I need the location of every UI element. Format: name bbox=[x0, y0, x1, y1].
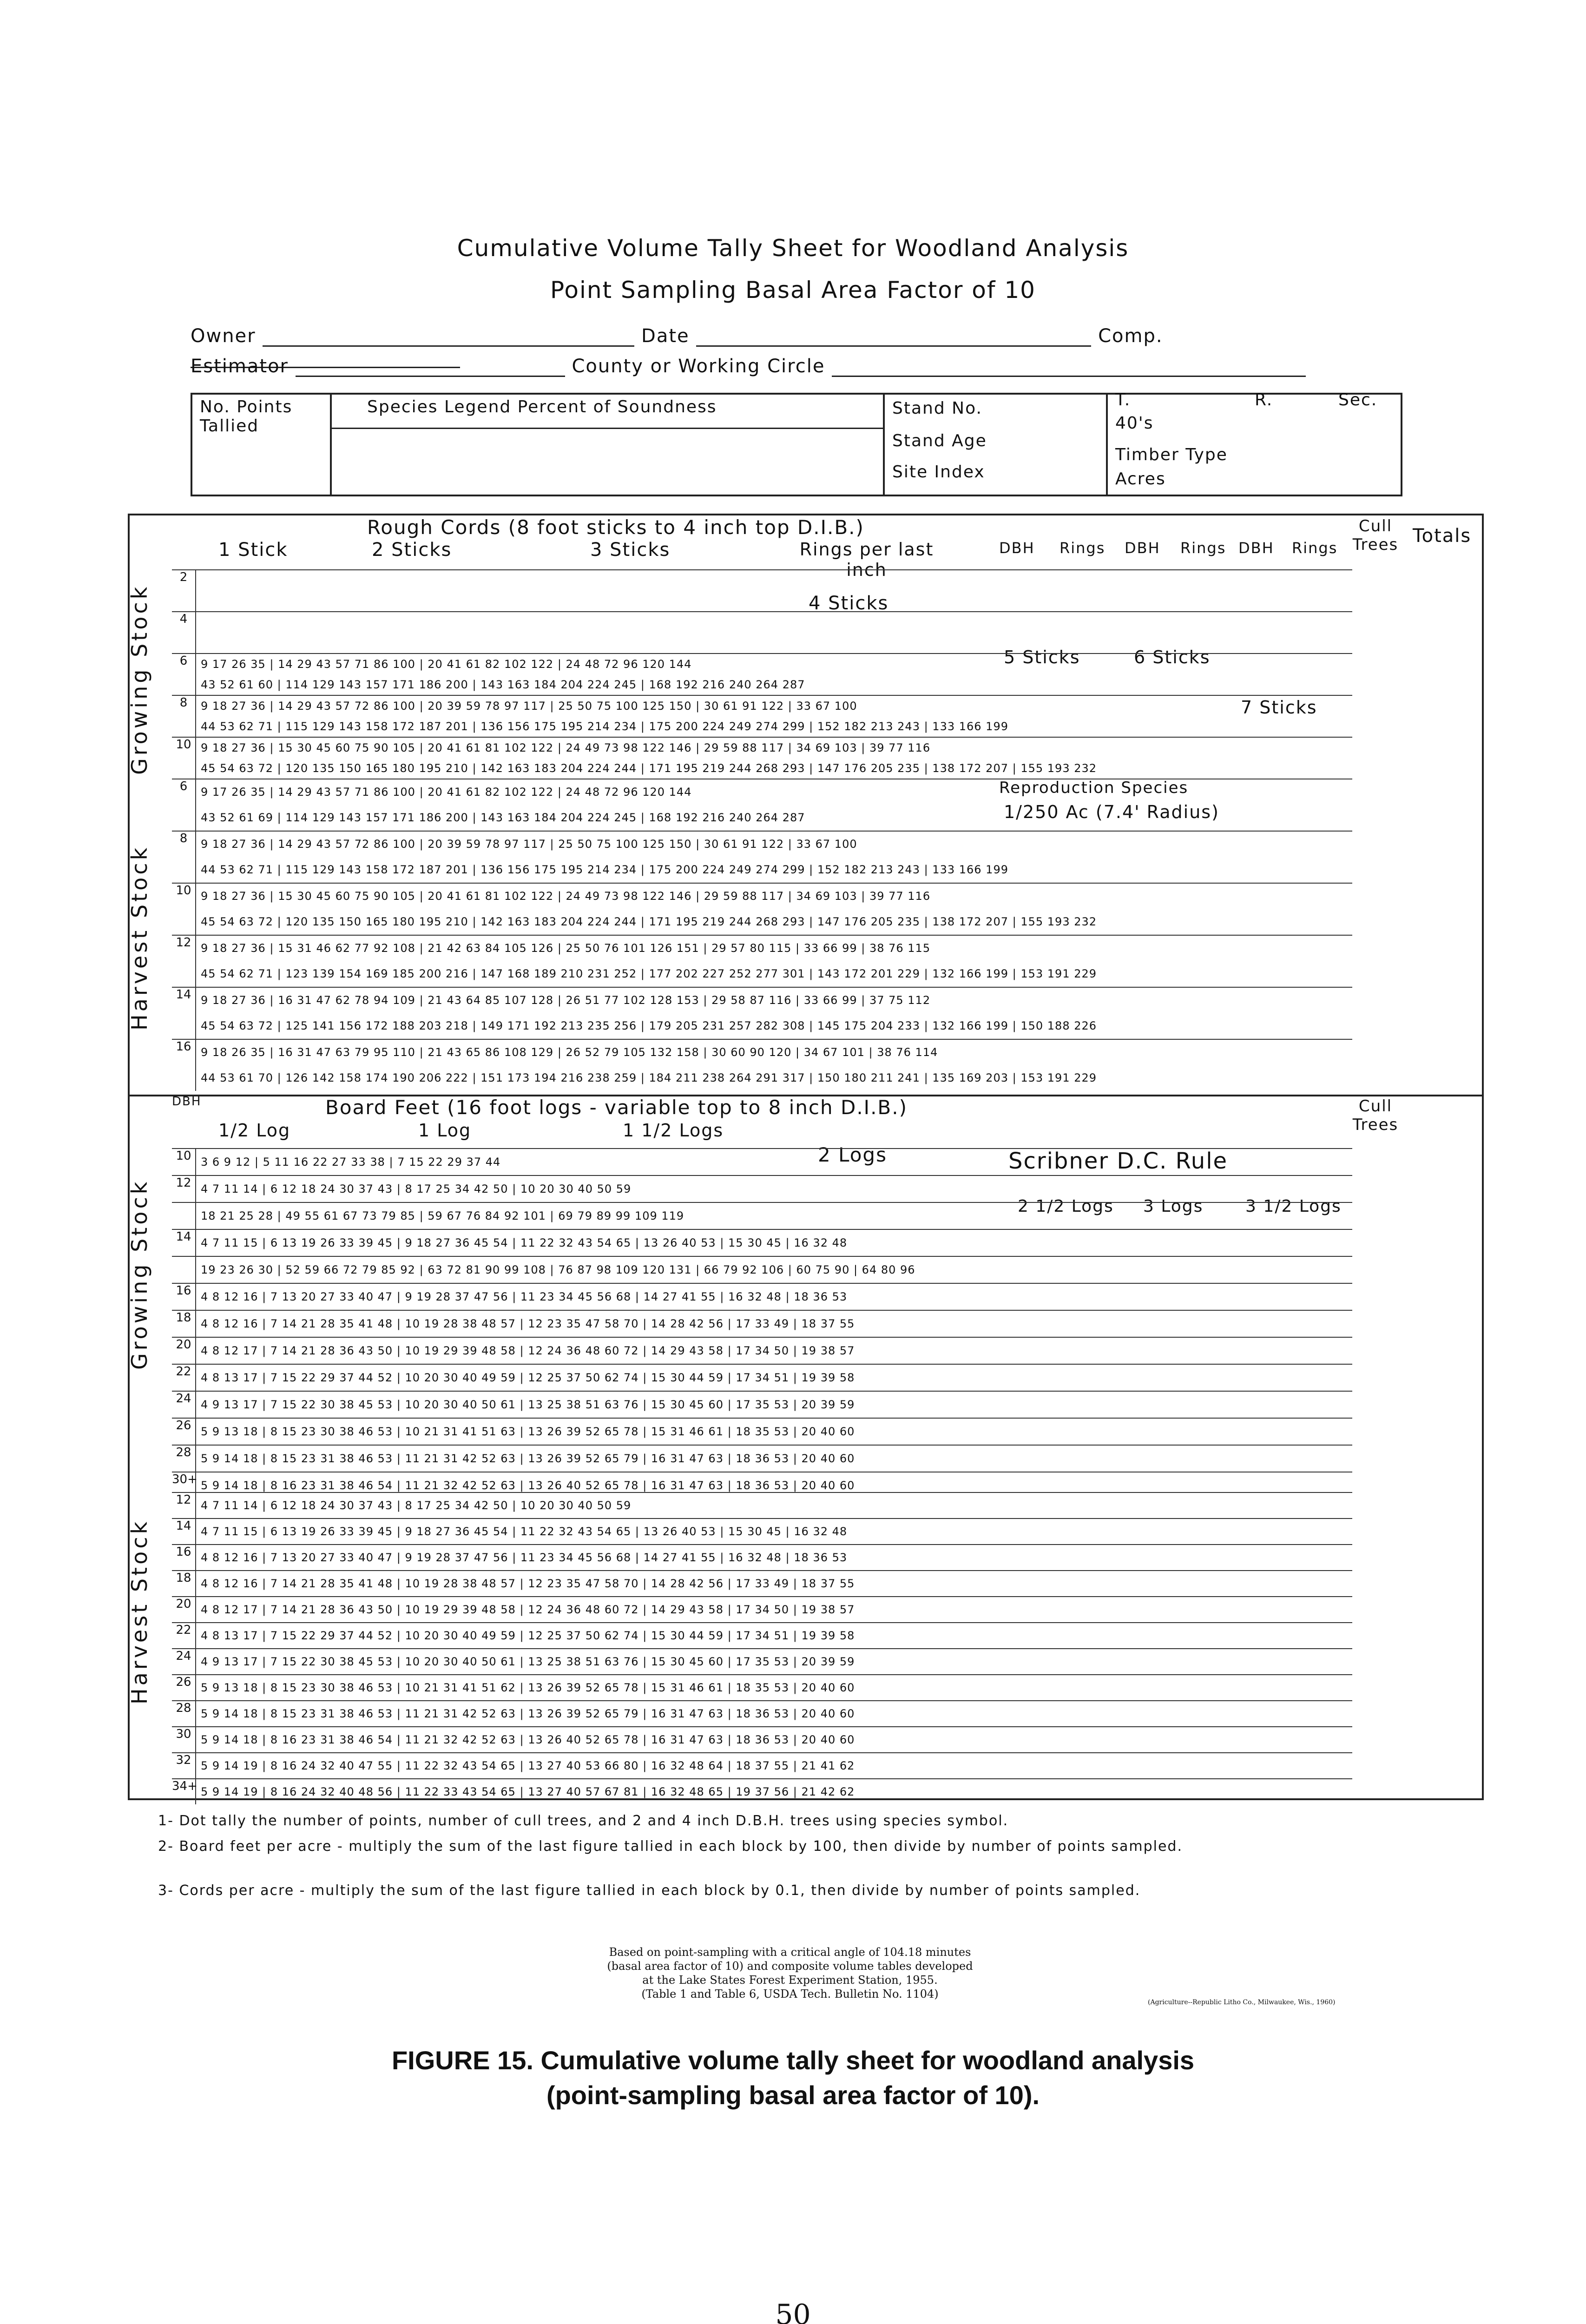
dbh-cell: 28 bbox=[172, 1701, 196, 1726]
dbh-cell: 22 bbox=[172, 1365, 196, 1391]
tally-row bbox=[172, 695, 1352, 737]
tally-row bbox=[172, 1674, 1352, 1700]
stand-age-label: Stand Age bbox=[892, 431, 987, 450]
tally-values: 9 18 27 36 | 14 29 43 57 72 86 100 | 20 39 59 78 97 117 | 25 50 75 100 125 150 | 30 61 91 122 | 33 67 100 bbox=[201, 700, 857, 713]
dbh-cell: 16 bbox=[172, 1545, 196, 1570]
tally-values: 43 52 61 60 | 114 129 143 157 171 186 200 | 143 163 184 204 224 245 | 168 192 216 240 264 287 bbox=[201, 678, 805, 691]
tally-row bbox=[172, 1700, 1352, 1726]
tally-row bbox=[172, 1518, 1352, 1544]
dbh-cell: 18 bbox=[172, 1311, 196, 1337]
tally-values: 45 54 62 71 | 123 139 154 169 185 200 216 | 147 168 189 210 231 252 | 177 202 227 252 277 301 | 143 172 201 229 | 132 166 199 | 153 191 229 bbox=[201, 967, 1097, 980]
tally-values: 5 9 14 18 | 8 15 23 31 38 46 53 | 11 21 31 42 52 63 | 13 26 39 52 65 79 | 16 31 47 63 | 18 36 53 | 20 40 60 bbox=[201, 1452, 855, 1465]
tally-row bbox=[172, 1778, 1352, 1804]
points-tallied-label: No. Points Tallied bbox=[200, 397, 293, 436]
sheet-title: Cumulative Volume Tally Sheet for Woodland Analysis bbox=[457, 235, 1129, 262]
dbh-cell: 24 bbox=[172, 1649, 196, 1674]
tally-values: 4 8 12 17 | 7 14 21 28 36 43 50 | 10 19 29 39 48 58 | 12 24 36 48 60 72 | 14 29 43 58 | 17 34 50 | 19 38 57 bbox=[201, 1603, 855, 1616]
tally-row bbox=[172, 1148, 1352, 1175]
growing-stock-label-cords: Growing Stock bbox=[127, 584, 152, 775]
dbh-cell: 26 bbox=[172, 1675, 196, 1700]
dbh-header-2: DBH bbox=[1125, 539, 1160, 557]
note-3: 3- Cords per acre - multiply the sum of the last figure tallied in each block by 0.1, then divide by number of points sampled. bbox=[158, 1882, 1141, 1899]
tally-row bbox=[172, 1622, 1352, 1648]
dbh-cell: 8 bbox=[172, 696, 196, 737]
tally-row bbox=[172, 987, 1352, 1039]
tally-values: 9 17 26 35 | 14 29 43 57 71 86 100 | 20 41 61 82 102 122 | 24 48 72 96 120 144 bbox=[201, 658, 692, 671]
one-half-logs-header: 1 1/2 Logs bbox=[623, 1120, 724, 1141]
tally-values: 45 54 63 72 | 125 141 156 172 188 203 218 | 149 171 192 213 235 256 | 179 205 231 257 282 308 | 145 175 204 233 | 132 166 199 | 150 188 226 bbox=[201, 1019, 1097, 1032]
owner-label: Owner bbox=[191, 325, 256, 347]
tally-values: 44 53 62 71 | 115 129 143 158 172 187 201 | 136 156 175 195 214 234 | 175 200 224 249 274 299 | 152 182 213 243 | 133 166 199 bbox=[201, 720, 1008, 733]
species-legend-label: Species Legend Percent of Soundness bbox=[367, 397, 717, 416]
estimator-label: Estimator bbox=[191, 356, 289, 377]
three-logs-header: 3 Logs bbox=[1143, 1197, 1204, 1216]
tally-row bbox=[172, 611, 1352, 653]
tally-values: 5 9 13 18 | 8 15 23 30 38 46 53 | 10 21 31 41 51 62 | 13 26 39 52 65 78 | 15 31 46 61 | 18 35 53 | 20 40 60 bbox=[201, 1681, 855, 1694]
dbh-cell: 24 bbox=[172, 1392, 196, 1418]
board-growing-rows bbox=[172, 1148, 1352, 1499]
two-sticks-header: 2 Sticks bbox=[372, 539, 452, 561]
sheet-subtitle: Point Sampling Basal Area Factor of 10 bbox=[550, 277, 1036, 304]
tally-row bbox=[172, 1175, 1352, 1202]
dbh-cell: 18 bbox=[172, 1571, 196, 1596]
note-2: 2- Board feet per acre - multiply the sum of the last figure tallied in each block by 100, then divide by number of points sampled. bbox=[158, 1838, 1183, 1855]
board-harvest-rows bbox=[172, 1492, 1352, 1804]
dbh-cell: 14 bbox=[172, 1230, 196, 1256]
tally-row bbox=[172, 883, 1352, 935]
dbh-cell: 16 bbox=[172, 1284, 196, 1310]
tally-values: 5 9 14 18 | 8 15 23 31 38 46 53 | 11 21 31 42 52 63 | 13 26 39 52 65 79 | 16 31 47 63 | 18 36 53 | 20 40 60 bbox=[201, 1707, 855, 1720]
tally-values: 9 18 27 36 | 14 29 43 57 72 86 100 | 20 39 59 78 97 117 | 25 50 75 100 125 150 | 30 61 91 122 | 33 67 100 bbox=[201, 838, 857, 851]
estimator-county-row bbox=[191, 356, 1399, 377]
tally-values: 4 8 13 17 | 7 15 22 29 37 44 52 | 10 20 30 40 49 59 | 12 25 37 50 62 74 | 15 30 44 59 | 17 34 51 | 19 39 58 bbox=[201, 1629, 855, 1642]
dbh-cell: 14 bbox=[172, 1519, 196, 1544]
figure-caption-2: (point-sampling basal area factor of 10). bbox=[546, 2080, 1040, 2110]
figure-caption-1: FIGURE 15. Cumulative volume tally sheet for woodland analysis bbox=[391, 2046, 1195, 2075]
dbh-cell: 14 bbox=[172, 988, 196, 1039]
rings-per-inch-header: Rings per last inch bbox=[799, 539, 934, 580]
tally-values: 45 54 63 72 | 120 135 150 165 180 195 210 | 142 163 183 204 224 244 | 171 195 219 244 268 293 | 147 176 205 235 | 138 172 207 | 155 193 232 bbox=[201, 762, 1097, 775]
dbh-cell: 20 bbox=[172, 1597, 196, 1622]
tally-row bbox=[172, 1310, 1352, 1337]
tally-row bbox=[172, 1337, 1352, 1364]
tally-values: 4 8 12 16 | 7 13 20 27 33 40 47 | 9 19 28 37 47 56 | 11 23 34 45 56 68 | 14 27 41 55 | 16 32 48 | 18 36 53 bbox=[201, 1551, 848, 1564]
dbh-cell: 10 bbox=[172, 1149, 196, 1175]
page-number: 50 bbox=[775, 2298, 811, 2324]
board-feet-heading: Board Feet (16 foot logs - variable top to 8 inch D.I.B.) bbox=[325, 1096, 908, 1119]
tally-values: 9 18 27 36 | 15 31 46 62 77 92 108 | 21 42 63 84 105 126 | 25 50 76 101 126 151 | 29 57 80 115 | 33 66 99 | 38 76 115 bbox=[201, 942, 931, 955]
dbh-cell: 6 bbox=[172, 654, 196, 695]
tally-row bbox=[172, 935, 1352, 987]
tally-row bbox=[172, 1570, 1352, 1596]
dbh-cell: 12 bbox=[172, 1176, 196, 1202]
comp-label: Comp. bbox=[1098, 325, 1163, 347]
dbh-cell: 32 bbox=[172, 1753, 196, 1778]
tally-values: 4 9 13 17 | 7 15 22 30 38 45 53 | 10 20 30 40 50 61 | 13 25 38 51 63 76 | 15 30 45 60 | 17 35 53 | 20 39 59 bbox=[201, 1655, 855, 1668]
tally-values: 4 8 12 16 | 7 14 21 28 35 41 48 | 10 19 28 38 48 57 | 12 23 35 47 58 70 | 14 28 42 56 | 17 33 49 | 18 37 55 bbox=[201, 1317, 855, 1330]
tally-row bbox=[172, 779, 1352, 831]
dbh-cell: 34+ bbox=[172, 1779, 196, 1804]
dbh-cell: 10 bbox=[172, 884, 196, 935]
range-label: R. bbox=[1255, 390, 1273, 409]
forties-label: 40's bbox=[1115, 414, 1154, 433]
tally-row bbox=[172, 1283, 1352, 1310]
county-label: County or Working Circle bbox=[572, 356, 825, 377]
section-label: Sec. bbox=[1338, 390, 1378, 409]
dbh-cell: 20 bbox=[172, 1338, 196, 1364]
tally-row bbox=[172, 569, 1352, 611]
note-1: 1- Dot tally the number of points, number of cull trees, and 2 and 4 inch D.B.H. trees using species symbol. bbox=[158, 1813, 1009, 1829]
stand-no-label: Stand No. bbox=[892, 399, 982, 418]
tally-row bbox=[172, 1418, 1352, 1445]
half-log-header: 1/2 Log bbox=[218, 1120, 291, 1141]
board-dbh-header: DBH bbox=[172, 1095, 202, 1109]
rough-cords-heading: Rough Cords (8 foot sticks to 4 inch top D.I.B.) bbox=[367, 516, 864, 539]
tally-values: 9 18 27 36 | 15 30 45 60 75 90 105 | 20 41 61 81 102 122 | 24 49 73 98 122 146 | 29 59 88 117 | 34 69 103 | 39 77 116 bbox=[201, 890, 931, 903]
cords-growing-rows bbox=[172, 569, 1352, 779]
two-logs-header: 2 Logs bbox=[818, 1143, 887, 1166]
tally-row bbox=[172, 1039, 1352, 1091]
tally-values: 4 7 11 14 | 6 12 18 24 30 37 43 | 8 17 25 34 42 50 | 10 20 30 40 50 59 bbox=[201, 1182, 632, 1195]
estimator-field[interactable] bbox=[296, 357, 565, 377]
tally-values: 5 9 14 19 | 8 16 24 32 40 48 56 | 11 22 33 43 54 65 | 13 27 40 57 67 81 | 16 32 48 65 | 19 37 56 | 21 42 62 bbox=[201, 1785, 855, 1798]
tally-values: 4 7 11 15 | 6 13 19 26 33 39 45 | 9 18 27 36 45 54 | 11 22 32 43 54 65 | 13 26 40 53 | 15 30 45 | 16 32 48 bbox=[201, 1236, 848, 1249]
dbh-cell: 30+ bbox=[172, 1472, 196, 1499]
tally-row bbox=[172, 737, 1352, 779]
source-line-3: at the Lake States Forest Experiment Station, 1955. bbox=[642, 1974, 938, 1987]
source-line-2: (basal area factor of 10) and composite volume tables developed bbox=[607, 1960, 973, 1973]
scribner-rule-header: Scribner D.C. Rule bbox=[1008, 1148, 1228, 1174]
site-index-label: Site Index bbox=[892, 462, 985, 482]
three-sticks-header: 3 Sticks bbox=[590, 539, 671, 561]
dbh-cell: 12 bbox=[172, 1493, 196, 1518]
seven-sticks-header: 7 Sticks bbox=[1241, 697, 1317, 718]
tally-values: 9 18 27 36 | 16 31 47 62 78 94 109 | 21 43 64 85 107 128 | 26 51 77 102 128 153 | 29 58 87 116 | 33 66 99 | 37 75 112 bbox=[201, 994, 931, 1007]
tally-values: 4 8 12 17 | 7 14 21 28 36 43 50 | 10 19 29 39 48 58 | 12 24 36 48 60 72 | 14 29 43 58 | 17 34 50 | 19 38 57 bbox=[201, 1344, 855, 1357]
dbh-header-3: DBH bbox=[1238, 539, 1274, 557]
tally-row bbox=[172, 1391, 1352, 1418]
tally-row bbox=[172, 1596, 1352, 1622]
one-log-header: 1 Log bbox=[418, 1120, 472, 1141]
tally-row bbox=[172, 1648, 1352, 1674]
dbh-cell: 28 bbox=[172, 1446, 196, 1472]
harvest-stock-label-cords: Harvest Stock bbox=[127, 845, 152, 1030]
tally-row bbox=[172, 831, 1352, 883]
dbh-header-1: DBH bbox=[999, 539, 1035, 557]
dbh-cell: 6 bbox=[172, 779, 196, 831]
dbh-cell: 30 bbox=[172, 1727, 196, 1752]
five-sticks-header: 5 Sticks bbox=[1004, 647, 1080, 667]
tally-values: 43 52 61 69 | 114 129 143 157 171 186 200 | 143 163 184 204 224 245 | 168 192 216 240 264 287 bbox=[201, 811, 805, 824]
tally-row bbox=[172, 1752, 1352, 1778]
rings-header-1: Rings bbox=[1060, 539, 1106, 557]
tally-values: 9 17 26 35 | 14 29 43 57 71 86 100 | 20 41 61 82 102 122 | 24 48 72 96 120 144 bbox=[201, 786, 692, 799]
dbh-cell: 8 bbox=[172, 832, 196, 883]
dbh-cell: 2 bbox=[172, 570, 196, 611]
tally-values: 4 8 12 16 | 7 13 20 27 33 40 47 | 9 19 28 37 47 56 | 11 23 34 45 56 68 | 14 27 41 55 | 16 32 48 | 18 36 53 bbox=[201, 1290, 848, 1303]
acres-label: Acres bbox=[1115, 469, 1166, 489]
tally-row bbox=[172, 1492, 1352, 1518]
tally-values: 4 9 13 17 | 7 15 22 30 38 45 53 | 10 20 30 40 50 61 | 13 25 38 51 63 76 | 15 30 45 60 | 17 35 53 | 20 39 59 bbox=[201, 1398, 855, 1411]
tally-values: 5 9 14 18 | 8 16 23 31 38 46 54 | 11 21 32 42 52 63 | 13 26 40 52 65 78 | 16 31 47 63 | 18 36 53 | 20 40 60 bbox=[201, 1479, 855, 1492]
tally-values: 3 6 9 12 | 5 11 16 22 27 33 38 | 7 15 22 29 37 44 bbox=[201, 1155, 501, 1169]
six-sticks-header: 6 Sticks bbox=[1134, 647, 1211, 667]
tally-values: 9 18 27 36 | 15 30 45 60 75 90 105 | 20 41 61 81 102 122 | 24 49 73 98 122 146 | 29 59 88 117 | 34 69 103 | 39 77 116 bbox=[201, 741, 931, 754]
dbh-cell: 10 bbox=[172, 738, 196, 779]
township-label: T. bbox=[1115, 390, 1131, 409]
tally-row bbox=[172, 1726, 1352, 1752]
source-line-4: (Table 1 and Table 6, USDA Tech. Bulletin No. 1104) bbox=[641, 1987, 939, 2000]
harvest-stock-label-board: Harvest Stock bbox=[127, 1519, 152, 1704]
rings-header-3: Rings bbox=[1292, 539, 1338, 557]
three-half-logs-header: 3 1/2 Logs bbox=[1245, 1197, 1342, 1216]
tally-values: 5 9 14 18 | 8 16 23 31 38 46 54 | 11 21 32 42 52 63 | 13 26 40 52 65 78 | 16 31 47 63 | 18 36 53 | 20 40 60 bbox=[201, 1733, 855, 1746]
reproduction-plot-label: 1/250 Ac (7.4' Radius) bbox=[1004, 802, 1219, 822]
tally-row bbox=[172, 653, 1352, 695]
tally-row bbox=[172, 1544, 1352, 1570]
rings-header-2: Rings bbox=[1180, 539, 1226, 557]
reproduction-label: Reproduction Species bbox=[999, 779, 1189, 797]
date-field[interactable] bbox=[696, 327, 1091, 347]
two-half-logs-header: 2 1/2 Logs bbox=[1018, 1197, 1114, 1216]
tally-values: 44 53 62 71 | 115 129 143 158 172 187 201 | 136 156 175 195 214 234 | 175 200 224 249 274 299 | 152 182 213 243 | 133 166 199 bbox=[201, 863, 1008, 876]
dbh-cell bbox=[172, 1203, 196, 1229]
tally-values: 4 7 11 14 | 6 12 18 24 30 37 43 | 8 17 25 34 42 50 | 10 20 30 40 50 59 bbox=[201, 1499, 632, 1512]
dbh-cell: 16 bbox=[172, 1040, 196, 1091]
timber-type-label: Timber Type bbox=[1115, 445, 1228, 464]
tally-row bbox=[172, 1256, 1352, 1283]
date-label: Date bbox=[641, 325, 690, 347]
tally-values: 4 8 12 16 | 7 14 21 28 35 41 48 | 10 19 28 38 48 57 | 12 23 35 47 58 70 | 14 28 42 56 | 17 33 49 | 18 37 55 bbox=[201, 1577, 855, 1590]
tally-values: 19 23 26 30 | 52 59 66 72 79 85 92 | 63 72 81 90 99 108 | 76 87 98 109 120 131 | 66 79 92 106 | 60 75 90 | 64 80 96 bbox=[201, 1263, 915, 1276]
dbh-cell: 26 bbox=[172, 1419, 196, 1445]
dbh-cell bbox=[172, 1257, 196, 1283]
tally-values: 45 54 63 72 | 120 135 150 165 180 195 210 | 142 163 183 204 224 244 | 171 195 219 244 268 293 | 147 176 205 235 | 138 172 207 | 155 193 232 bbox=[201, 915, 1097, 928]
owner-field[interactable] bbox=[263, 327, 634, 347]
tally-values: 4 8 13 17 | 7 15 22 29 37 44 52 | 10 20 30 40 49 59 | 12 25 37 50 62 74 | 15 30 44 59 | 17 34 51 | 19 39 58 bbox=[201, 1371, 855, 1384]
growing-stock-label-board: Growing Stock bbox=[127, 1179, 152, 1370]
tally-row bbox=[172, 1445, 1352, 1472]
cull-trees-header: Cull Trees bbox=[1352, 517, 1399, 554]
tally-values: 9 18 26 35 | 16 31 47 63 79 95 110 | 21 43 65 86 108 129 | 26 52 79 105 132 158 | 30 60 90 120 | 34 67 101 | 38 76 114 bbox=[201, 1046, 938, 1059]
cords-harvest-rows bbox=[172, 779, 1352, 1091]
dbh-cell: 12 bbox=[172, 936, 196, 987]
dbh-cell: 4 bbox=[172, 612, 196, 653]
tally-values: 4 7 11 15 | 6 13 19 26 33 39 45 | 9 18 27 36 45 54 | 11 22 32 43 54 65 | 13 26 40 53 | 15 30 45 | 16 32 48 bbox=[201, 1525, 848, 1538]
tally-row bbox=[172, 1229, 1352, 1256]
county-field[interactable] bbox=[832, 357, 1306, 377]
tally-values: 5 9 13 18 | 8 15 23 30 38 46 53 | 10 21 31 41 51 63 | 13 26 39 52 65 78 | 15 31 46 61 | 18 35 53 | 20 40 60 bbox=[201, 1425, 855, 1438]
tally-row bbox=[172, 1364, 1352, 1391]
totals-header: Totals bbox=[1413, 525, 1472, 547]
printer-credit: (Agriculture--Republic Litho Co., Milwaukee, Wis., 1960) bbox=[1148, 1999, 1336, 2006]
four-sticks-header: 4 Sticks bbox=[809, 593, 889, 614]
dbh-cell: 22 bbox=[172, 1623, 196, 1648]
board-cull-trees-header: Cull Trees bbox=[1352, 1097, 1399, 1134]
source-line-1: Based on point-sampling with a critical angle of 104.18 minutes bbox=[609, 1946, 971, 1959]
tally-values: 5 9 14 19 | 8 16 24 32 40 47 55 | 11 22 32 43 54 65 | 13 27 40 53 66 80 | 16 32 48 64 | 18 37 55 | 21 41 62 bbox=[201, 1759, 855, 1772]
tally-values: 18 21 25 28 | 49 55 61 67 73 79 85 | 59 67 76 84 92 101 | 69 79 89 99 109 119 bbox=[201, 1209, 684, 1222]
one-stick-header: 1 Stick bbox=[218, 539, 288, 561]
tally-values: 44 53 61 70 | 126 142 158 174 190 206 222 | 151 173 194 216 238 259 | 184 211 238 264 291 317 | 150 180 211 241 | 135 169 203 | 153 191 229 bbox=[201, 1071, 1097, 1084]
source-note bbox=[465, 1945, 1115, 2001]
tally-row bbox=[172, 1202, 1352, 1229]
